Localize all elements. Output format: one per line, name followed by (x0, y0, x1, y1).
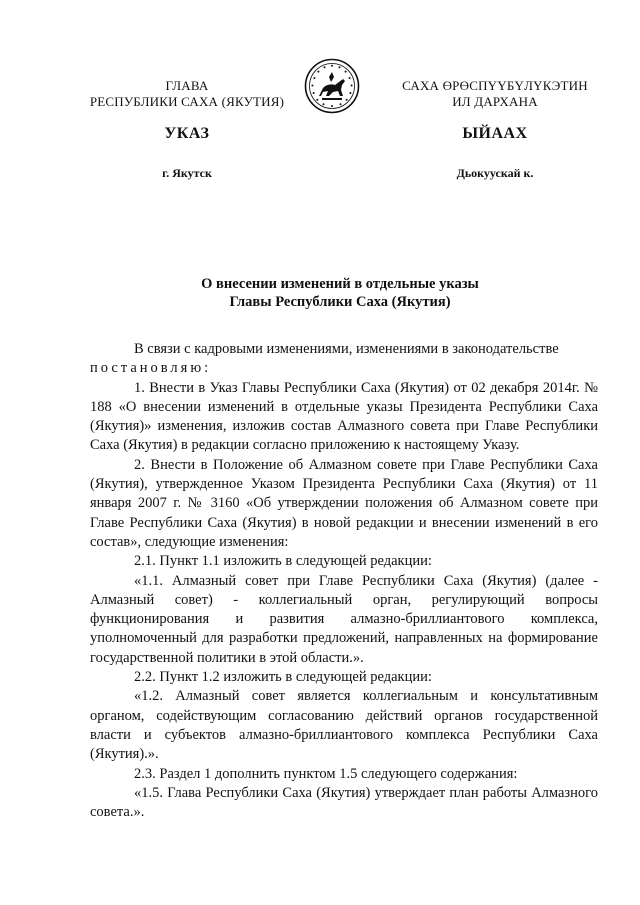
paragraph-2-1: 2.1. Пункт 1.1 изложить в следующей редакции: (134, 553, 432, 570)
doc-type-russian: УКАЗ (164, 125, 210, 142)
paragraph-2-3: 2.3. Раздел 1 дополнить пунктом 1.5 следующего содержания: (134, 765, 518, 782)
paragraph-2: 2. Внести в Положение об Алмазном совете при Главе Республики Саха (Якутия), утвержденное Указом Президента Республики Саха (Якутия) от 11 января 2007 г. № 3160 «Об утверждении положения об Алмазном совете при Главе Республики Саха (Якутия) в новой редакции и внесении изменений в его состав», следующие изменения: (90, 456, 598, 550)
paragraph-quote-1-1: «1.1. Алмазный совет при Главе Республики Саха (Якутия) (далее - Алмазный совет) - коллегиальный орган, регулирующий вопросы функционирования и развития алмазно-бриллиантового комплекса, уполномоченный для разработки предложений, направленных на формирование государственной политики в этой области.». (90, 572, 598, 666)
header-left-line2: РЕСПУБЛИКИ САХА (ЯКУТИЯ) (89, 94, 285, 109)
paragraph-quote-1-5: «1.5. Глава Республики Саха (Якутия) утверждает план работы Алмазного совета.». (90, 784, 598, 821)
header-right-line1: САХА ӨРӨСПҮҮБҮЛҮКЭТИН (402, 78, 588, 93)
preamble-paragraph: В связи с кадровыми изменениями, изменениями в законодательстве (134, 341, 559, 357)
doc-type-yakut: ЫЙААХ (462, 125, 528, 142)
document-body (90, 340, 598, 822)
header-left-line1: ГЛАВА (165, 78, 209, 93)
paragraph-2-2: 2.2. Пункт 1.2 изложить в следующей редакции: (134, 669, 432, 686)
city-russian: г. Якутск (162, 166, 212, 180)
paragraph-quote-1-2: «1.2. Алмазный совет является коллегиальным и консультативным органом, содействующим согласованию действий органов государственной власти и субъектов алмазно-бриллиантового комплекса Республики Саха (Якутия).». (90, 688, 598, 763)
header-right (368, 78, 622, 110)
document-title (70, 275, 610, 311)
header-right-line2: ИЛ ДАРХАНА (452, 94, 538, 109)
header-left (60, 78, 314, 110)
coat-of-arms-emblem (304, 58, 360, 114)
title-line1: О внесении изменений в отдельные указы (201, 276, 479, 292)
title-line2: Главы Республики Саха (Якутия) (229, 294, 451, 310)
city-yakut: Дьокуускай к. (456, 166, 534, 180)
paragraph-1: 1. Внести в Указ Главы Республики Саха (Якутия) от 02 декабря 2014г. № 188 «О внесении изменений в отдельные указы Президента Республики Саха (Якутия)» изменения, изложив состав Алмазного совета при Главе Республики Саха (Якутия) в редакции согласно приложению к настоящему Указу. (90, 379, 598, 454)
decree-word: постановляю: (90, 360, 212, 377)
